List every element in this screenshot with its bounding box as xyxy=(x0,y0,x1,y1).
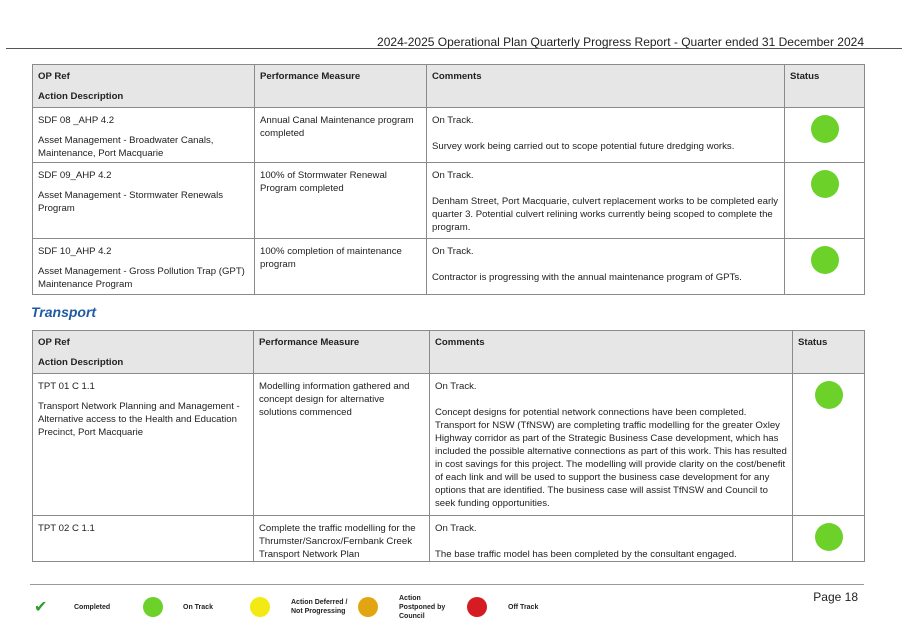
status-cell xyxy=(785,239,865,295)
performance-measure: Complete the traffic modelling for the Thrumster/Sancrox/Fernbank Creek Transport Network Plan xyxy=(254,516,430,562)
comment-text: Survey work being carried out to scope potential future dredging works. xyxy=(432,141,735,152)
comment-text: Denham Street, Port Macquarie, culvert replacement works to be completed early quarter 3. Potential culvert relining works currently being scoped to complete the program. xyxy=(432,196,779,233)
action-description: Asset Management - Stormwater Renewals Program xyxy=(38,190,224,214)
comment-status: On Track. xyxy=(432,246,474,257)
status-cell xyxy=(785,108,865,163)
op-ref: SDF 09_AHP 4.2 xyxy=(38,170,112,181)
action-description: Transport Network Planning and Management - Alternative access to the Health and Education Precinct, Port Macquarie xyxy=(38,401,240,438)
table-row xyxy=(33,374,865,516)
status-on-track-icon xyxy=(815,381,843,409)
progress-table-stormwater xyxy=(32,64,865,295)
op-ref-cell xyxy=(33,516,254,562)
table-row xyxy=(33,516,865,562)
comment-status: On Track. xyxy=(435,381,477,392)
legend-on-track-icon xyxy=(143,597,163,617)
legend-label-completed: Completed xyxy=(74,604,111,611)
header-divider xyxy=(6,48,902,49)
comments-header: Comments xyxy=(430,331,793,374)
op-ref: TPT 01 C 1.1 xyxy=(38,381,95,392)
table-header-row xyxy=(33,331,865,374)
status-on-track-icon xyxy=(811,246,839,274)
op-ref-header: OP Ref xyxy=(38,71,70,82)
report-header: 2024-2025 Operational Plan Quarterly Progress Report - Quarter ended 31 December 2024 xyxy=(377,35,864,49)
action-description: Asset Management - Broadwater Canals, Maintenance, Port Macquarie xyxy=(38,135,214,159)
legend-label-postponed: Action Postponed by Council xyxy=(399,595,446,620)
progress-table-transport xyxy=(32,330,865,562)
status-header: Status xyxy=(785,65,865,108)
action-description-header: Action Description xyxy=(38,357,124,368)
legend-label-on-track: On Track xyxy=(183,604,213,611)
comment-text: Contractor is progressing with the annual maintenance program of GPTs. xyxy=(432,272,742,283)
performance-measure: Modelling information gathered and concept design for alternative solutions commenced xyxy=(254,374,430,516)
op-ref-cell xyxy=(33,108,255,163)
comment-status: On Track. xyxy=(432,170,474,181)
table-row xyxy=(33,108,865,163)
footer-divider xyxy=(30,584,864,585)
action-description-header: Action Description xyxy=(38,91,124,102)
comments-cell xyxy=(430,374,793,516)
legend-off-track-icon xyxy=(467,597,487,617)
op-ref-header: OP Ref xyxy=(38,337,70,348)
op-ref-cell xyxy=(33,239,255,295)
performance-measure-header: Performance Measure xyxy=(254,331,430,374)
status-cell xyxy=(793,374,865,516)
comment-text: The base traffic model has been completed by the consultant engaged. xyxy=(435,549,737,560)
status-cell xyxy=(793,516,865,562)
performance-measure: Annual Canal Maintenance program completed xyxy=(255,108,427,163)
col-op-ref xyxy=(33,65,255,108)
status-cell xyxy=(785,163,865,239)
check-icon: ✔ xyxy=(34,599,48,616)
table-header-row xyxy=(33,65,865,108)
action-description: Asset Management - Gross Pollution Trap (GPT) Maintenance Program xyxy=(38,266,245,290)
page-number: Page 18 xyxy=(813,590,858,604)
legend-label-off-track: Off Track xyxy=(508,604,539,611)
status-on-track-icon xyxy=(811,115,839,143)
comments-cell xyxy=(430,516,793,562)
status-header: Status xyxy=(793,331,865,374)
section-title-transport: Transport xyxy=(31,304,97,320)
op-ref: SDF 08 _AHP 4.2 xyxy=(38,115,115,126)
comments-cell xyxy=(427,108,785,163)
op-ref-cell xyxy=(33,374,254,516)
col-op-ref xyxy=(33,331,254,374)
performance-measure: 100% of Stormwater Renewal Program completed xyxy=(255,163,427,239)
legend-postponed-icon xyxy=(358,597,378,617)
legend-label-deferred: Action Deferred / Not Progressing xyxy=(291,599,348,615)
comment-status: On Track. xyxy=(432,115,474,126)
op-ref: TPT 02 C 1.1 xyxy=(38,523,95,534)
comment-status: On Track. xyxy=(435,523,477,534)
op-ref: SDF 10_AHP 4.2 xyxy=(38,246,112,257)
op-ref-cell xyxy=(33,163,255,239)
comments-header: Comments xyxy=(427,65,785,108)
comments-cell xyxy=(427,163,785,239)
comment-text: Concept designs for potential network connections have been completed. Transport for NSW (TfNSW) are completing traffic modelling for the greater Oxley Highway corridor as part of the Strategic Business Case development, which has included the possible alternative connections as part of this work. This has resulted in cost savings for this project. The modelling will provide clarity on the cost/benefit of each link and will be used to support the business case development for any options that are identified. The business case will assist TfNSW and Council to seek funding opportunities. xyxy=(435,407,787,509)
table-row xyxy=(33,239,865,295)
performance-measure: 100% completion of maintenance program xyxy=(255,239,427,295)
status-on-track-icon xyxy=(811,170,839,198)
performance-measure-header: Performance Measure xyxy=(255,65,427,108)
table-row xyxy=(33,163,865,239)
status-on-track-icon xyxy=(815,523,843,551)
legend-deferred-icon xyxy=(250,597,270,617)
comments-cell xyxy=(427,239,785,295)
